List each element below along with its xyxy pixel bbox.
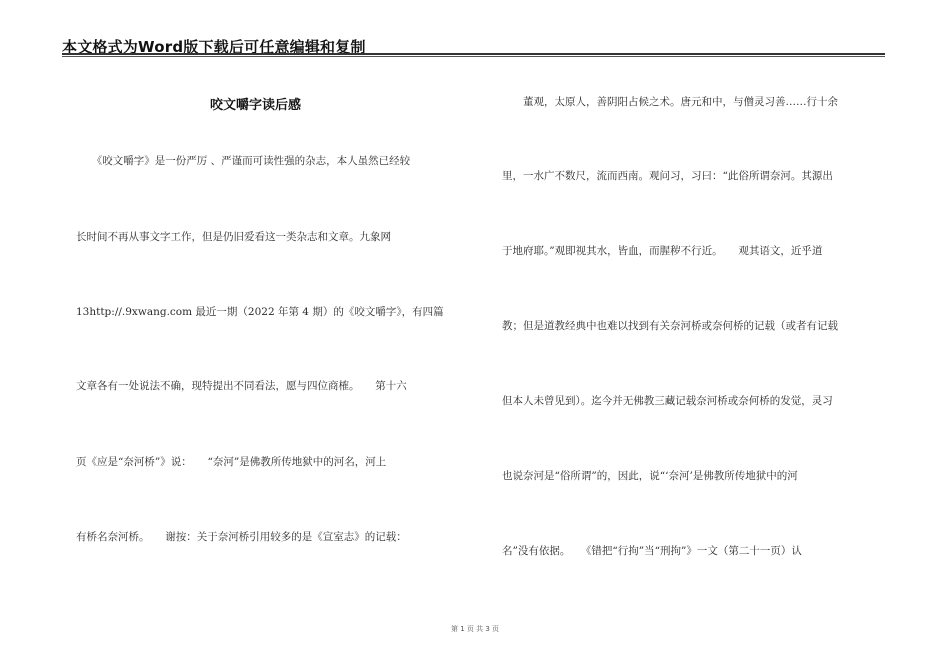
right-column-line: 里，一水广不数尺，流而西南。观问习，习曰：“此俗所谓奈河。其源出 [502,170,833,182]
left-column-line: 文章各有一处说法不确，现特提出不同看法，愿与四位商榷。 第十六 [76,380,407,392]
left-column-line: 页《应是“奈河桥”》说： “奈河”是佛教所传地狱中的河名，河上 [76,456,387,468]
right-column-line: 董观，太原人，善阴阳占候之术。唐元和中，与僧灵习善……行十余 [502,96,838,108]
right-column-line: 但本人未曾见到）。迄今并无佛教三藏记载奈河桥或奈何桥的发觉，灵习 [502,395,833,407]
page-number-footer: 第 1 页 共 3 页 [450,625,500,633]
right-column-line: 也说奈河是“俗所谓”的，因此，说“‘奈河’是佛教所传地狱中的河 [502,470,798,482]
header-rule-thick [62,53,885,55]
right-column-line: 于地府耶。”观即视其水，皆血，而腥秽不行近。 观其语文，近乎道 [502,245,823,257]
right-column-line: 名”没有依据。 《错把“行拘”当“刑拘”》一文（第二十一页）认 [502,545,802,557]
document-header: 本文格式为Word版下载后可任意编辑和复制 [62,38,366,56]
right-column-line: 教；但是道教经典中也难以找到有关奈河桥或奈何桥的记载（或者有记载 [502,320,838,332]
left-column-line: 《咬文嚼字》是一份严厉 、严谨而可读性强的杂志，本人虽然已经较 [76,155,411,167]
left-column-line: 长时间不再从事文字工作，但是仍旧爱看这一类杂志和文章。九象网 [76,231,391,243]
header-rule-thin [62,56,885,57]
document-title: 咬文嚼字读后感 [210,98,302,113]
left-column-line: 有桥名奈河桥。 谢按：关于奈河桥引用较多的是《宣室志》的记载： [76,531,407,543]
left-column-line: 13http://.9xwang.com 最近一期（2022 年第 4 期）的《咬文嚼字》，有四篇 [76,306,444,318]
